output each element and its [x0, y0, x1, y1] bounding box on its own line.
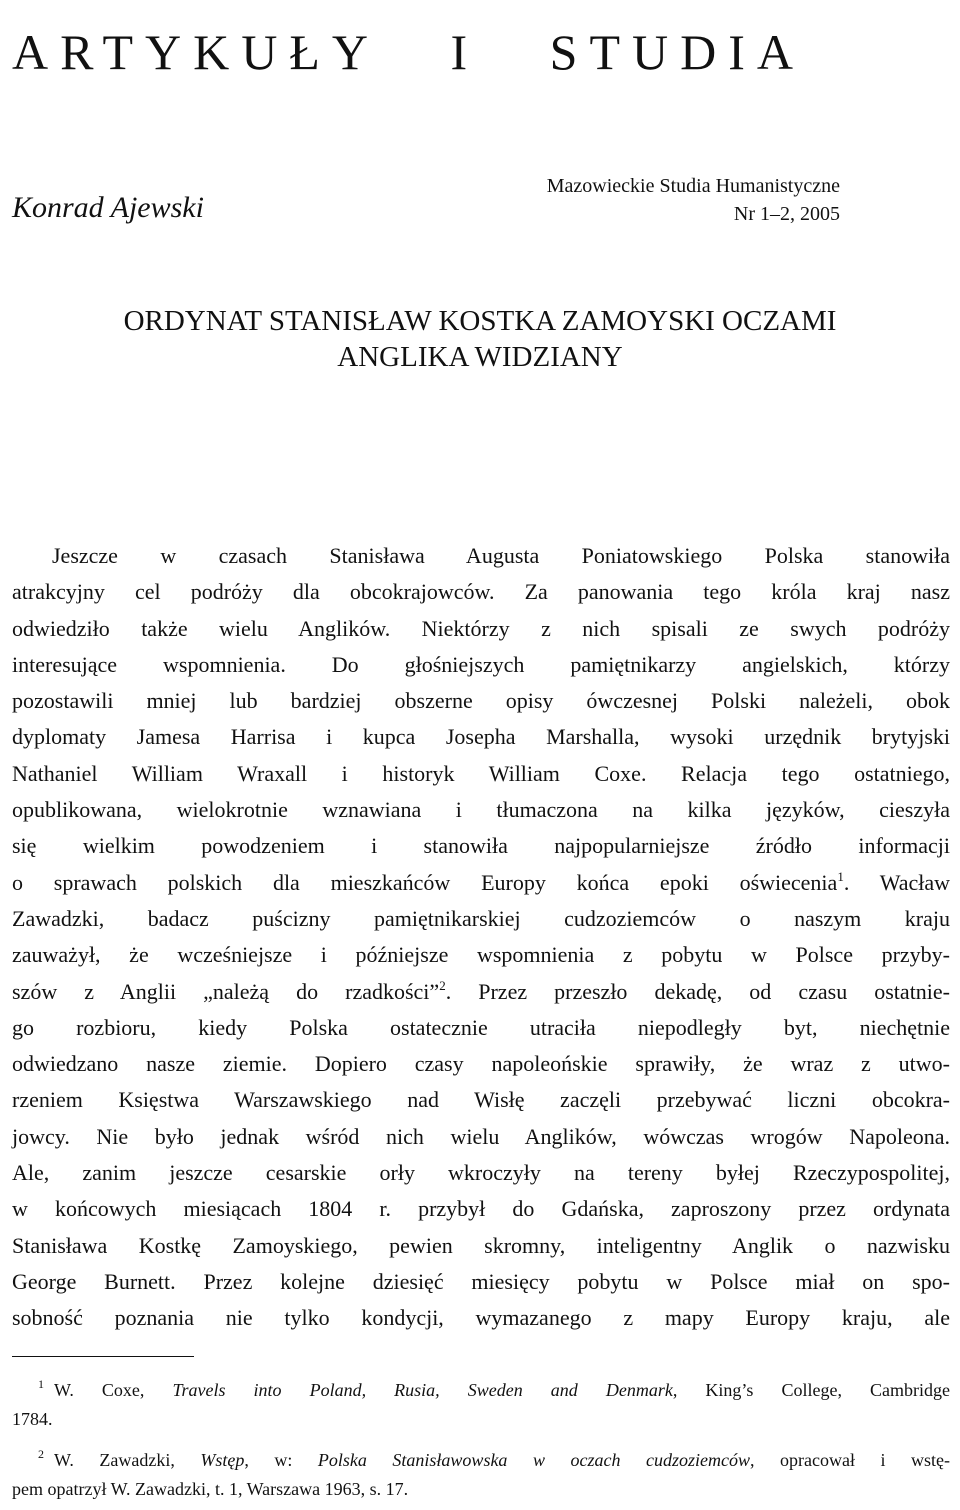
footnotes	[12, 1370, 950, 1510]
body-line: George Burnett. Przez kolejne dziesięć miesięcy pobytu w Polsce miał on spo-	[12, 1268, 950, 1294]
journal-issue: Nr 1–2, 2005	[733, 203, 840, 225]
footnote-divider	[12, 1356, 194, 1357]
footnote-2-title-2: Polska Stanisławowska w oczach cudzoziemców	[317, 1450, 750, 1470]
footnote-1-author: W. Coxe,	[54, 1380, 173, 1400]
body-line-text: o sprawach polskich dla mieszkańców Europy końca epoki oświecenia	[12, 869, 838, 895]
body-line-with-footnote-2	[12, 974, 950, 1010]
footnote-2-author: W. Zawadzki,	[54, 1450, 201, 1470]
body-line: opublikowana, wielokrotnie wznawiana i tłumaczona na kilka języków, cieszyła	[12, 797, 950, 823]
footnote-ref-1[interactable]: 1	[837, 868, 844, 884]
article-title	[0, 303, 960, 375]
body-line: pozostawili mniej lub bardziej obszerne opisy ówczesnej Polski należeli, obok	[12, 688, 950, 714]
body-line: Stanisława Kostkę Zamoyskiego, pewien skromny, inteligentny Anglik o nazwisku	[12, 1232, 950, 1258]
body-line: odwiedzano nasze ziemie. Dopiero czasy napoleońskie sprawiły, że wraz z utwo-	[12, 1051, 950, 1077]
body-line: jowcy. Nie było jednak wśród nich wielu Anglików, wówczas wrogów Napoleona.	[12, 1123, 950, 1149]
article-title-line-1: ORDYNAT STANISŁAW KOSTKA ZAMOYSKI OCZAMI	[123, 305, 837, 337]
body-line: Ale, zanim jeszcze cesarskie orły wkroczyły na tereny byłej Rzeczypospolitej,	[12, 1160, 950, 1186]
section-header	[12, 22, 952, 82]
body-line: atrakcyjny cel podróży dla obcokrajowców. Za panowania tego króla kraj nasz	[12, 579, 950, 605]
article-title-line-2: ANGLIKA WIDZIANY	[337, 341, 623, 373]
footnote-1-line-1	[12, 1370, 950, 1405]
body-line: zauważył, że wcześniejsze i późniejsze wspomnienia z pobytu w Polsce przyby-	[12, 942, 950, 968]
body-line: dyplomaty Jamesa Harrisa i kupca Josepha Marshalla, wysoki urzędnik brytyjski	[12, 724, 950, 750]
footnote-2-title: Wstęp	[200, 1450, 245, 1470]
footnote-2-mid: , w:	[244, 1450, 318, 1470]
body-line: rzeniem Księstwa Warszawskiego nad Wisłę zaczęli przebywać liczni obcokra-	[12, 1087, 950, 1113]
section-header-word-1: ARTYKUŁY	[12, 24, 380, 80]
body-line: sobność poznania nie tylko kondycji, wymazanego z mapy Europy kraju, ale	[12, 1305, 950, 1331]
section-header-word-3: STUDIA	[549, 24, 805, 80]
footnote-1-line-2: 1784.	[12, 1409, 53, 1429]
journal-info	[547, 172, 840, 228]
footnote-2-line-2: pem opatrzył W. Zawadzki, t. 1, Warszawa 1963, s. 17.	[12, 1479, 409, 1499]
body-line: Zawadzki, badacz puścizny pamiętnikarskiej cudzoziemców o naszym kraju	[12, 905, 950, 931]
body-line-with-footnote-1	[12, 865, 950, 901]
body-line: się wielkim powodzeniem i stanowiła najpopularniejsze źródło informacji	[12, 833, 950, 859]
body-line-text: szów z Anglii „należą do rzadkości”	[12, 978, 440, 1004]
footnote-1-title: Travels into Poland, Rusia, Sweden and Denmark	[172, 1380, 673, 1400]
body-line: interesujące wspomnienia. Do głośniejszych pamiętnikarzy angielskich, którzy	[12, 651, 950, 677]
footnote-1	[12, 1370, 950, 1434]
footnote-2-rest: , opracował i wstę-	[749, 1450, 951, 1470]
footnote-ref-2[interactable]: 2	[439, 977, 446, 993]
body-line: go rozbioru, kiedy Polska ostatecznie utraciła niepodległy byt, niechętnie	[12, 1014, 950, 1040]
footnote-2	[12, 1440, 950, 1504]
author-name: Konrad Ajewski	[12, 191, 204, 224]
body-line: odwiedziło także wielu Anglików. Niektórzy z nich spisali ze swych podróży	[12, 615, 950, 641]
body-line: Nathaniel William Wraxall i historyk William Coxe. Relacja tego ostatniego,	[12, 760, 950, 786]
footnote-1-number: 1	[38, 1377, 44, 1391]
footnote-2-number: 2	[38, 1447, 44, 1461]
body-line: w końcowych miesiącach 1804 r. przybył do Gdańska, zaproszony przez ordynata	[12, 1196, 950, 1222]
body-line-tail: . Wacław	[843, 869, 951, 895]
section-header-word-2: I	[450, 24, 480, 80]
body-line-tail: . Przez przeszło dekadę, od czasu ostatnie-	[445, 978, 951, 1004]
body-line: Jeszcze w czasach Stanisława Augusta Poniatowskiego Polska stanowiła	[52, 543, 950, 568]
journal-name: Mazowieckie Studia Humanistyczne	[546, 175, 840, 197]
body-paragraph	[12, 538, 950, 1337]
footnote-1-rest: , King’s College, Cambridge	[672, 1380, 950, 1400]
footnote-2-line-1	[12, 1440, 950, 1475]
